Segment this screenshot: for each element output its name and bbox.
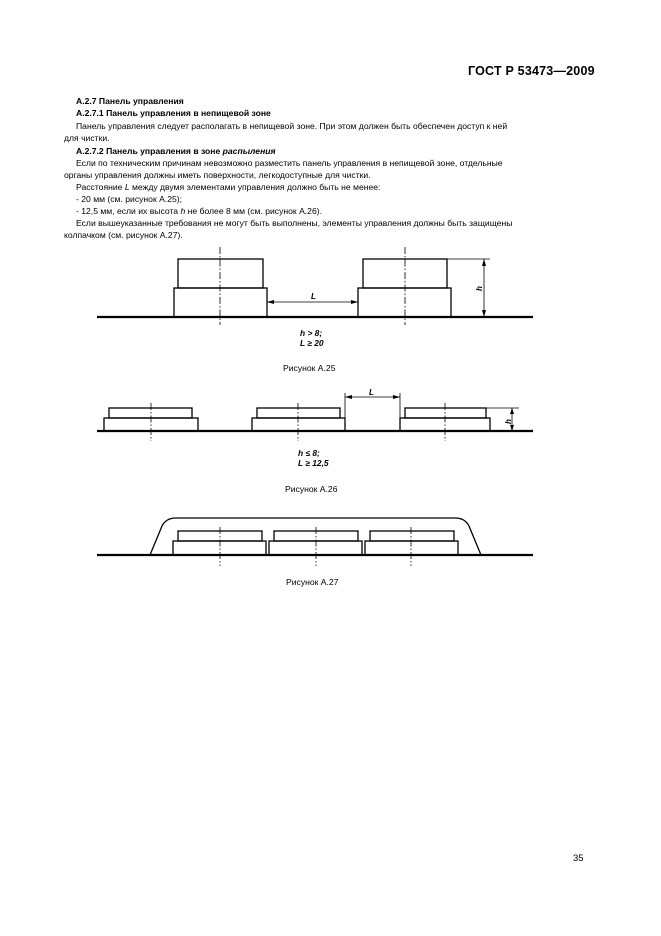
figure-a25-drawing	[97, 247, 533, 325]
p2-post: между двумя элементами управления должно быть не менее:	[129, 182, 381, 192]
section-a272-p3-line1: Если вышеуказанные требования не могут быть выполнены, элементы управления должны быть защищены	[76, 218, 513, 228]
section-a272-p1-line2: органы управления должны иметь поверхности, легкодоступные для чистки.	[64, 170, 371, 180]
a27-right-knob	[370, 531, 454, 541]
a25-condition-h: h > 8;	[300, 328, 323, 338]
figure-a27-caption: Рисунок А.27	[286, 577, 339, 587]
section-a272-title-italic: распыления	[222, 146, 276, 156]
a27-protective-cap	[150, 518, 481, 555]
section-a271-line2: для чистки.	[64, 133, 110, 143]
section-a272-p3-line2: колпачком (см. рисунок А.27).	[64, 230, 183, 240]
a26-condition-h: h ≤ 8;	[298, 448, 320, 458]
section-a271-line1: Панель управления следует располагать в непищевой зоне. При этом должен быть обеспечен доступ к ней	[76, 121, 508, 131]
p2-pre: Расстояние	[76, 182, 125, 192]
figure-a27-drawing	[97, 518, 533, 566]
section-a272-title-plain: А.2.7.2 Панель управления в зоне	[76, 146, 223, 156]
a26-mid-base	[252, 418, 345, 431]
section-a271-title: А.2.7.1 Панель управления в непищевой зоне	[76, 108, 271, 118]
a25-left-base	[174, 288, 267, 317]
figure-a26-caption: Рисунок А.26	[285, 484, 338, 494]
item2-var-h: h	[180, 206, 186, 216]
item2-post: не более 8 мм (см. рисунок А.26).	[185, 206, 322, 216]
a27-mid-base	[269, 541, 362, 555]
page-number: 35	[573, 853, 584, 864]
a25-h-label: h	[475, 286, 484, 291]
a27-left-base	[173, 541, 266, 555]
a26-left-knob	[109, 408, 192, 418]
a25-L-label: L	[311, 292, 316, 301]
a26-condition-L: L ≥ 12,5	[298, 458, 329, 468]
a26-right-knob	[405, 408, 486, 418]
document-code: ГОСТ Р 53473—2009	[468, 64, 595, 78]
section-a27-title: А.2.7 Панель управления	[76, 96, 184, 106]
a25-right-base	[358, 288, 451, 317]
a26-h-label: h	[504, 419, 513, 424]
a27-right-base	[365, 541, 458, 555]
p2-var-L: L	[124, 182, 130, 192]
a26-mid-knob	[257, 408, 340, 418]
a25-left-knob	[178, 259, 263, 288]
a25-condition-L: L ≥ 20	[300, 338, 324, 348]
a26-L-label: L	[369, 388, 374, 397]
item2-pre: - 12,5 мм, если их высота	[76, 206, 181, 216]
list-item-20mm: - 20 мм (см. рисунок А.25);	[76, 194, 183, 204]
section-a272-p1-line1: Если по техническим причинам невозможно разместить панель управления в непищевой зоне, отдельные	[76, 158, 503, 168]
figure-a25-caption: Рисунок А.25	[283, 363, 336, 373]
figure-a26-drawing	[97, 388, 533, 441]
